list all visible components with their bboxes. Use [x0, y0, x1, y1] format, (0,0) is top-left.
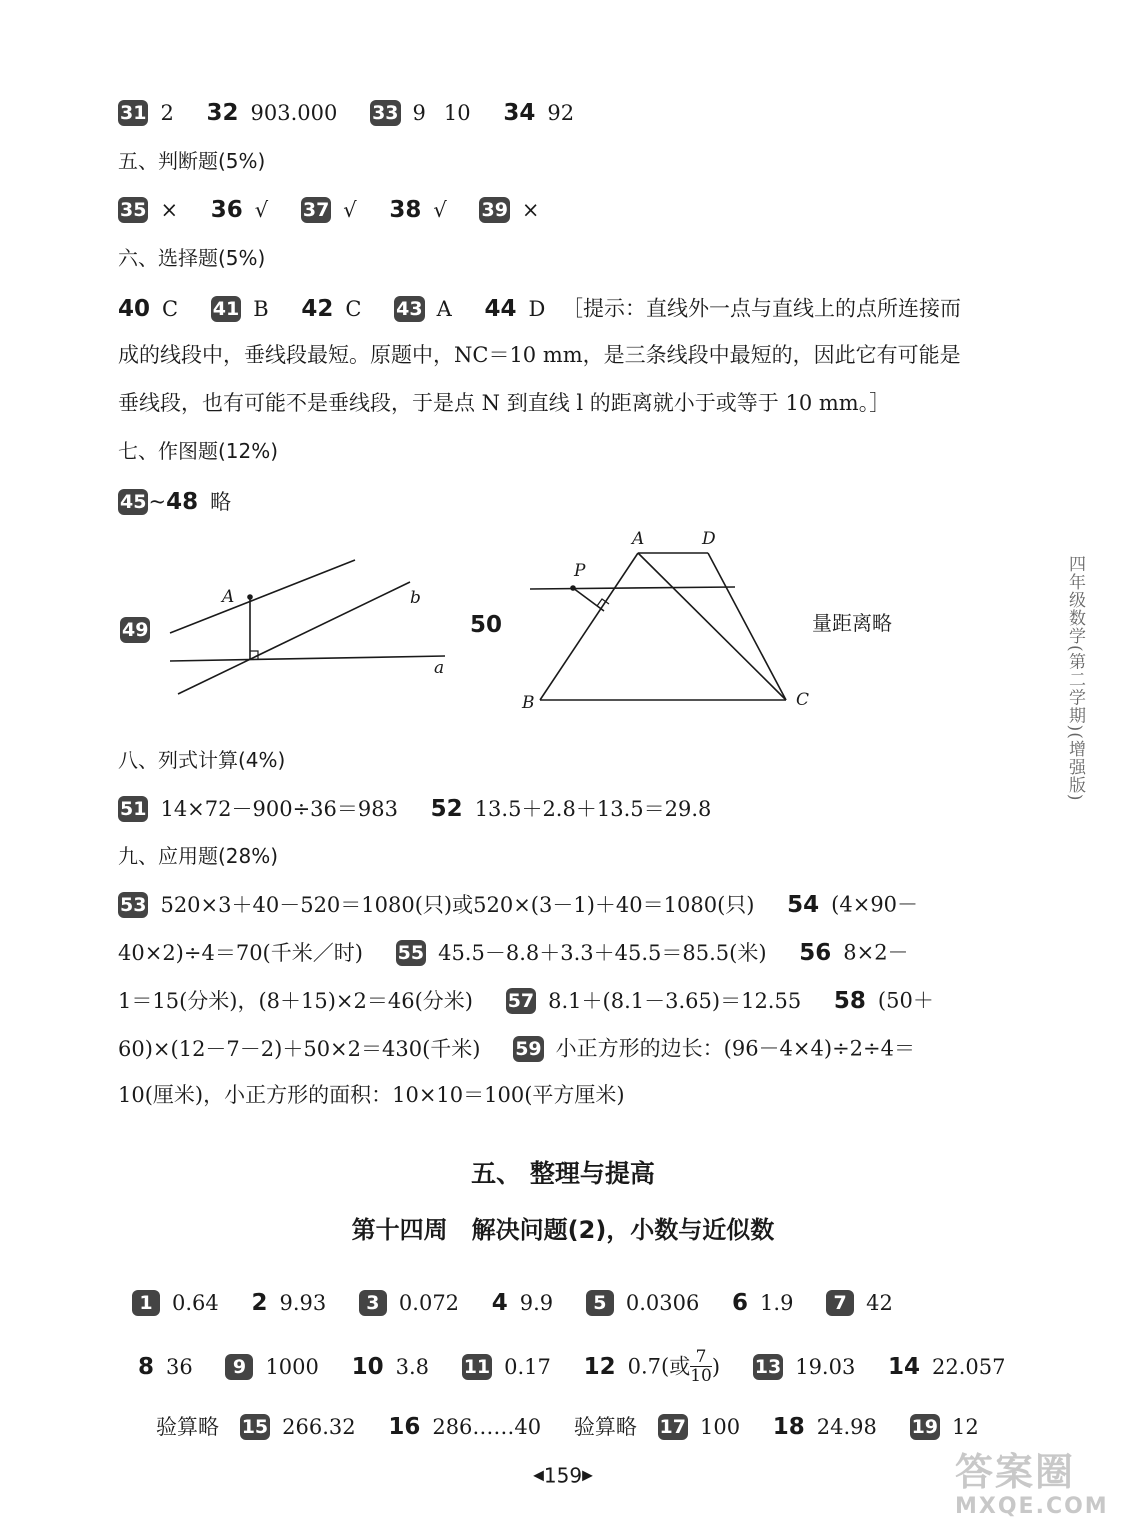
section-heading-drawing: 七、作图题(12%)	[118, 439, 279, 463]
answer: 0.0306	[625, 1290, 700, 1315]
question-number: 44	[484, 295, 517, 322]
question-number: 16	[388, 1413, 421, 1440]
answer: 略	[210, 489, 232, 514]
question-number: 1	[132, 1290, 160, 1316]
answer: 100	[699, 1414, 741, 1439]
answer: 60)×(12－7－2)＋50×2＝430(千米)	[118, 1036, 481, 1061]
answer-row-51-52	[118, 792, 737, 824]
diagonal-AC	[638, 553, 786, 700]
answer: 10	[443, 100, 471, 125]
section-heading-calculation: 八、列式计算(4%)	[118, 748, 286, 772]
question-number: 57	[507, 989, 535, 1012]
question-number: 38	[389, 196, 422, 223]
page-arrow-right-icon: ▶	[582, 1467, 593, 1484]
label-B: B	[522, 693, 535, 713]
answer: ×	[160, 197, 179, 222]
question-number: 8	[138, 1353, 155, 1380]
question-number: 58	[833, 987, 866, 1014]
label-a: a	[434, 658, 445, 678]
label-A: A	[222, 587, 235, 607]
answer-alt-open: (或	[661, 1354, 691, 1379]
watermark-logo	[955, 1450, 1120, 1530]
answer: 0.64	[172, 1290, 219, 1315]
question-number: 42	[301, 295, 334, 322]
question-number: 2	[251, 1289, 268, 1316]
unit-title: 五、 整理与提高	[471, 1159, 655, 1188]
question-number: 39	[481, 198, 508, 221]
answer: 9.93	[279, 1290, 327, 1315]
answer: (50＋	[877, 988, 934, 1013]
answer: 22.057	[932, 1354, 1006, 1379]
question-number: 9	[225, 1354, 253, 1380]
answer: 520×3＋40－520＝1080(只)或520×(3－1)＋40＝1080(只)	[160, 892, 755, 917]
question-number: 4	[491, 1289, 508, 1316]
label-b: b	[410, 588, 421, 608]
question-number: 6	[732, 1289, 749, 1316]
answer: 9	[412, 100, 426, 125]
label-C: C	[796, 690, 810, 710]
answer: (4×90－	[831, 892, 919, 917]
answer-row-53-54	[118, 888, 918, 920]
section-heading-judgement: 五、判断题(5%)	[118, 149, 266, 173]
hint-text: 成的线段中，垂线段最短。原题中，NC＝10 mm，是三条线段中最短的，因此它有可能是	[118, 343, 961, 367]
answer: 42	[866, 1290, 893, 1315]
answer-row-55-56	[118, 936, 909, 968]
page-arrow-left-icon: ◀	[533, 1467, 544, 1484]
section-heading-application: 九、应用题(28%)	[118, 844, 279, 868]
answer: 903.000	[250, 100, 338, 125]
answer: √	[254, 197, 269, 222]
answer-row-8-14	[138, 1348, 1032, 1385]
fraction-denominator: 10	[690, 1366, 712, 1386]
perpendicular-from-P	[573, 588, 604, 611]
line-a	[170, 656, 445, 661]
question-number: 52	[430, 795, 463, 822]
range-tilde: ~	[148, 489, 167, 514]
figure-note: 量距离略	[812, 611, 892, 635]
answer: 286……40	[432, 1414, 542, 1439]
question-number: 53	[120, 893, 147, 916]
question-number: 37	[302, 198, 330, 221]
question-number: 13	[754, 1355, 782, 1378]
answer: 13.5＋2.8＋13.5＝29.8	[474, 796, 712, 821]
page-number: 159	[543, 1463, 583, 1488]
answer-row-15-19	[156, 1410, 1005, 1442]
answer: 19.03	[795, 1354, 856, 1379]
answer: 266.32	[282, 1414, 356, 1439]
question-number: 49	[122, 619, 149, 641]
answer: 0.7	[627, 1354, 662, 1379]
question-number: 19	[911, 1415, 939, 1438]
answer: 1＝15(分米)，(8＋15)×2＝46(分米)	[118, 988, 473, 1013]
answer: 3.8	[395, 1354, 429, 1379]
fraction-numerator: 7	[690, 1348, 712, 1367]
section-heading-choice: 六、选择题(5%)	[118, 246, 266, 270]
answer: 9.9	[519, 1290, 554, 1315]
watermark-url: MXQE.COM	[955, 1494, 1109, 1519]
answer-row-57-58	[118, 984, 934, 1016]
question-number: 54	[787, 891, 820, 918]
answer: 45.5－8.8＋3.3＋45.5＝85.5(米)	[438, 940, 767, 965]
label-A: A	[632, 529, 645, 549]
question-number: 7	[826, 1290, 854, 1316]
question-number: 18	[772, 1413, 805, 1440]
week-title: 第十四周 解决问题(2)，小数与近似数	[351, 1216, 775, 1244]
answer-row-59	[118, 1032, 915, 1064]
question-number: 41	[212, 297, 240, 320]
answer: ×	[521, 197, 540, 222]
side-book-title: 四年级数学(第二学期)(增强版)	[1065, 555, 1085, 802]
question-number: 43	[396, 297, 423, 320]
line-b	[178, 582, 410, 694]
answer: B	[253, 296, 269, 321]
answer: D	[528, 296, 546, 321]
answer: 12	[952, 1414, 979, 1439]
answer: 验算略	[156, 1414, 219, 1439]
hint-text: ［提示：直线外一点与直线上的点所连接而	[562, 296, 961, 321]
question-number: 31	[120, 101, 147, 124]
answer: 8×2－	[843, 940, 909, 965]
line-through-P	[530, 587, 735, 589]
question-number: 35	[120, 198, 147, 221]
answer: C	[345, 296, 362, 321]
question-number: 56	[799, 939, 832, 966]
answer: 1000	[265, 1354, 319, 1379]
fraction	[690, 1348, 712, 1385]
trapezoid-side-DC	[708, 553, 786, 700]
answer-text: 10(厘米)，小正方形的面积：10×10＝100(平方厘米)	[118, 1083, 625, 1107]
question-number: 12	[583, 1353, 616, 1380]
question-number: 11	[463, 1355, 491, 1378]
question-number: 59	[515, 1037, 542, 1060]
question-number: 15	[241, 1415, 269, 1438]
answer: 0.17	[504, 1354, 551, 1379]
question-number: 17	[659, 1415, 686, 1438]
answer: C	[162, 296, 179, 321]
answer: 小正方形的边长：(96－4×4)÷2÷4＝	[555, 1036, 915, 1061]
answer-alt-close: )	[711, 1354, 721, 1379]
answer: 14×72－900÷36＝983	[160, 796, 398, 821]
question-number: 45	[120, 490, 147, 513]
question-number: 32	[206, 99, 239, 126]
watermark-text: 答案圈	[955, 1450, 1076, 1494]
trapezoid-side-AB	[540, 553, 638, 700]
question-number: 14	[888, 1353, 921, 1380]
answer: 0.072	[398, 1290, 460, 1315]
answer: 2	[160, 100, 174, 125]
question-number: 33	[372, 101, 399, 124]
answer: 验算略	[573, 1414, 637, 1439]
answer: 1.9	[760, 1290, 794, 1315]
question-number: 3	[359, 1290, 387, 1316]
question-number: 55	[397, 941, 425, 964]
question-number: 40	[118, 295, 151, 322]
question-number: 5	[586, 1290, 614, 1316]
question-number: 36	[210, 196, 243, 223]
answer: 92	[547, 100, 575, 125]
answer: A	[436, 296, 452, 321]
answer: 36	[166, 1354, 193, 1379]
answer: 24.98	[816, 1414, 877, 1439]
answer: √	[433, 197, 447, 222]
hint-text: 垂线段，也有可能不是垂线段，于是点 N 到直线 l 的距离就小于或等于 10 mm。］	[118, 391, 891, 415]
question-number: 50	[470, 612, 503, 638]
label-D: D	[702, 529, 716, 549]
question-number: 51	[120, 797, 147, 820]
answer: √	[343, 197, 357, 222]
question-number: 34	[503, 99, 536, 126]
point-P-dot	[570, 585, 576, 591]
answer-row-1-7	[132, 1286, 919, 1318]
answer: 8.1＋(8.1－3.65)＝12.55	[548, 988, 802, 1013]
label-P: P	[574, 561, 586, 581]
question-number: 48	[166, 488, 199, 515]
question-number: 10	[351, 1353, 384, 1380]
answer: 40×2)÷4＝70(千米／时)	[118, 940, 363, 965]
point-A-dot	[247, 594, 253, 600]
